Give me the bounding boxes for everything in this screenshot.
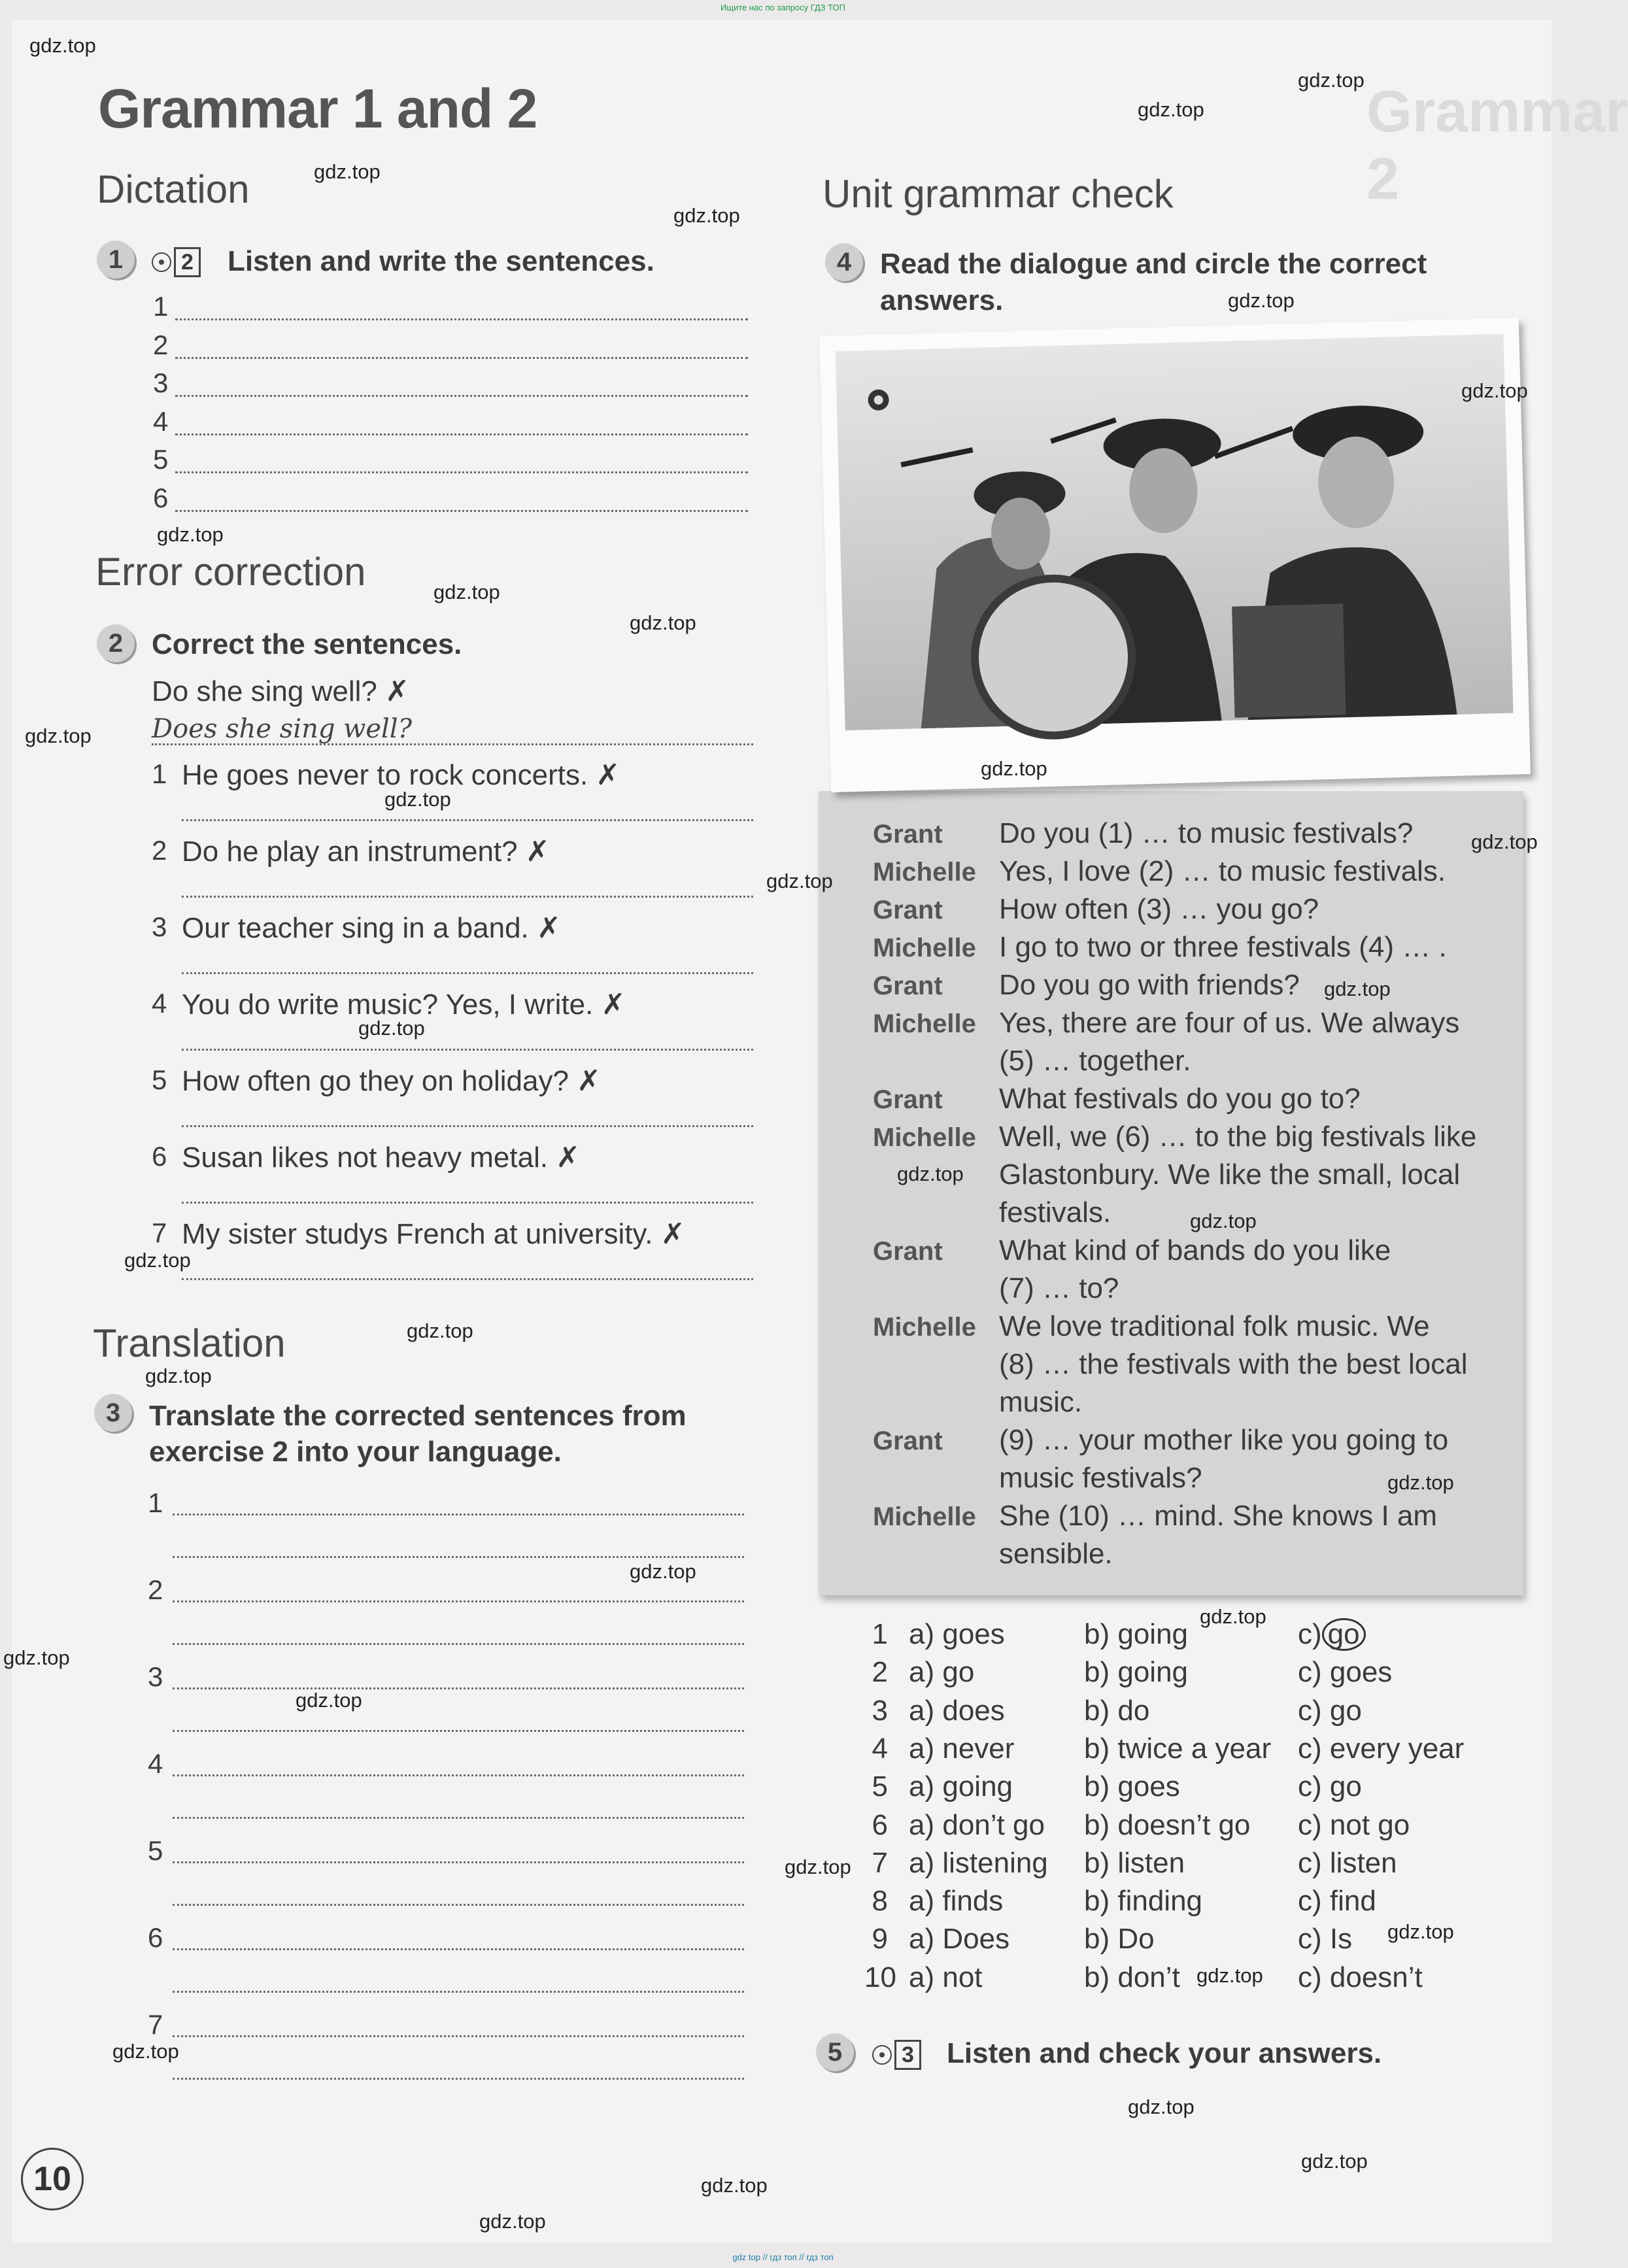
- exercise-3-instruction-line1: Translate the corrected sentences from: [149, 1400, 687, 1432]
- watermark-text: gdz.top: [1128, 2095, 1195, 2118]
- option-b: b) listen: [1084, 1846, 1185, 1879]
- watermark-text: gdz.top: [1138, 98, 1204, 121]
- watermark-text: gdz.top: [673, 204, 740, 227]
- dialogue-line: I go to two or three festivals (4) … .: [999, 931, 1447, 963]
- option-a: a) not: [909, 1961, 983, 1993]
- watermark-text: gdz.top: [296, 1689, 362, 1712]
- dialogue-line: She (10) … mind. She knows I am: [999, 1500, 1438, 1532]
- translation-line-number: 4: [148, 1748, 163, 1779]
- option-a: a) don’t go: [909, 1808, 1045, 1841]
- watermark-text: gdz.top: [1387, 1920, 1454, 1943]
- dictation-line-number: 2: [153, 329, 169, 360]
- dialogue-speaker: Grant: [873, 820, 943, 849]
- option-c-letter: c): [1298, 1808, 1330, 1841]
- dialogue-speaker: Grant: [873, 972, 943, 1000]
- dialogue-line: (9) … your mother like you going to: [999, 1424, 1449, 1456]
- option-number: 10: [864, 1961, 896, 1993]
- error-answer-line[interactable]: [182, 1125, 753, 1127]
- dictation-answer-line[interactable]: [175, 471, 748, 473]
- exercise-2-instruction: Correct the sentences.: [152, 628, 462, 660]
- dialogue-line: sensible.: [999, 1538, 1113, 1570]
- translation-heading: Translation: [93, 1321, 286, 1365]
- option-c-text: Is: [1329, 1923, 1353, 1955]
- option-number: 6: [872, 1808, 888, 1841]
- error-sentence: He goes never to rock concerts. ✗: [182, 759, 620, 791]
- option-a: a) never: [909, 1732, 1015, 1765]
- option-a: a) going: [909, 1770, 1013, 1803]
- option-c[interactable]: [1298, 1885, 1376, 1918]
- option-b: b) do: [1084, 1694, 1150, 1727]
- translation-answer-line[interactable]: [173, 1774, 744, 1776]
- example-answer-line: [152, 743, 753, 745]
- track-number: 2: [174, 247, 201, 277]
- option-a: a) go: [909, 1656, 975, 1689]
- translation-answer-line[interactable]: [173, 1514, 744, 1515]
- translation-answer-line-2[interactable]: [173, 2078, 744, 2080]
- watermark-text: gdz.top: [124, 1249, 191, 1272]
- dialogue-speaker: Grant: [873, 1427, 943, 1455]
- watermark-text: gdz.top: [1387, 1471, 1454, 1494]
- option-c-letter: c): [1298, 1618, 1322, 1650]
- option-b: b) don’t: [1084, 1961, 1180, 1993]
- translation-line-number: 1: [148, 1487, 163, 1518]
- error-sentence: How often go they on holiday? ✗: [182, 1065, 602, 1097]
- dictation-answer-line[interactable]: [175, 510, 748, 512]
- watermark-text: gdz.top: [1190, 1210, 1257, 1232]
- error-answer-line[interactable]: [182, 1049, 753, 1051]
- exercise-4-instruction-line2: answers.: [880, 284, 1004, 316]
- page-title: Grammar 1 and 2: [98, 78, 537, 139]
- watermark-text: gdz.top: [981, 757, 1047, 780]
- error-sentence: Do he play an instrument? ✗: [182, 836, 550, 868]
- dialogue-speaker: Grant: [873, 1085, 943, 1114]
- watermark-text: gdz.top: [112, 2040, 179, 2063]
- option-c-letter: c): [1298, 1656, 1330, 1689]
- translation-line-number: 2: [148, 1574, 163, 1605]
- watermark-text: gdz.top: [1196, 1964, 1263, 1987]
- error-answer-line[interactable]: [182, 1278, 753, 1280]
- example-sentence: Do she sing well? ✗: [152, 675, 409, 707]
- watermark-text: gdz.top: [766, 870, 833, 892]
- watermark-text: gdz.top: [433, 581, 500, 603]
- watermark-text: gdz.top: [630, 611, 696, 634]
- watermark-text: gdz.top: [3, 1646, 70, 1669]
- option-c-text: goes: [1329, 1656, 1393, 1689]
- watermark-text: gdz.top: [157, 523, 224, 546]
- dictation-answer-line[interactable]: [175, 357, 748, 359]
- unit-grammar-check-heading: Unit grammar check: [822, 172, 1174, 216]
- dialogue-line: We love traditional folk music. We: [999, 1310, 1430, 1342]
- dialogue-speaker: Michelle: [873, 1123, 976, 1152]
- dialogue-line: festivals.: [999, 1196, 1111, 1228]
- dialogue-speaker: Grant: [873, 896, 943, 924]
- translation-answer-line[interactable]: [173, 1861, 744, 1863]
- exercise-4-instruction-line1: Read the dialogue and circle the correct: [880, 248, 1427, 280]
- watermark-text: gdz.top: [1461, 379, 1528, 402]
- dialogue-line: (8) … the festivals with the best local: [999, 1348, 1468, 1380]
- option-c[interactable]: [1298, 1770, 1362, 1803]
- dialogue-line: Do you (1) … to music festivals?: [999, 817, 1414, 849]
- exercise-1-badge: 1: [97, 241, 135, 279]
- option-c[interactable]: [1298, 1923, 1352, 1955]
- watermark-text: gdz.top: [358, 1017, 425, 1040]
- translation-answer-line[interactable]: [173, 2035, 744, 2037]
- option-b: b) goes: [1084, 1770, 1180, 1803]
- dictation-answer-line[interactable]: [175, 318, 748, 320]
- option-c-text: find: [1329, 1885, 1376, 1918]
- exercise-5-badge: 5: [816, 2033, 854, 2071]
- option-c-text: doesn’t: [1329, 1961, 1423, 1993]
- track-number: 3: [894, 2040, 921, 2070]
- watermark-text: gdz.top: [145, 1364, 212, 1387]
- watermark-text: gdz.top: [1471, 830, 1538, 853]
- watermark-text: gdz.top: [785, 1855, 851, 1878]
- option-c[interactable]: [1298, 1961, 1423, 1994]
- dictation-line-number: 5: [153, 444, 169, 475]
- option-a: a) listening: [909, 1846, 1048, 1879]
- dictation-line-number: 4: [153, 405, 169, 437]
- exercise-5-instruction: Listen and check your answers.: [947, 2037, 1382, 2069]
- option-c-text: go: [1329, 1770, 1362, 1803]
- option-c-text: listen: [1329, 1846, 1397, 1879]
- dialogue-line: Do you go with friends?: [999, 969, 1300, 1001]
- dictation-heading: Dictation: [97, 167, 250, 211]
- cd-icon: [152, 252, 171, 272]
- option-c-letter: c): [1298, 1732, 1330, 1765]
- error-item-number: 7: [152, 1217, 167, 1248]
- audio-track-icon-2[interactable]: [872, 2040, 921, 2070]
- page-number: 10: [21, 2148, 84, 2210]
- option-number: 7: [872, 1846, 888, 1879]
- option-c-letter: c): [1298, 1846, 1330, 1879]
- dictation-line-number: 3: [153, 367, 169, 398]
- option-b: b) going: [1084, 1618, 1189, 1650]
- dictation-answer-line[interactable]: [175, 395, 748, 397]
- option-a: a) Does: [909, 1923, 1010, 1955]
- dialogue-line: music.: [999, 1386, 1083, 1418]
- dialogue-line: (7) … to?: [999, 1272, 1119, 1304]
- dialogue-line: How often (3) … you go?: [999, 893, 1319, 925]
- watermark-text: gdz.top: [25, 724, 92, 747]
- top-banner[interactable]: Ищите нас по запросу ГДЗ ТОП: [721, 3, 845, 12]
- translation-answer-line-2[interactable]: [173, 1904, 744, 1906]
- translation-answer-line-2[interactable]: [173, 1556, 744, 1558]
- option-c-text: not go: [1329, 1808, 1410, 1841]
- error-answer-line[interactable]: [182, 1202, 753, 1204]
- watermark-text: gdz.top: [1324, 977, 1391, 1000]
- option-c[interactable]: [1298, 1618, 1366, 1651]
- watermark-text: gdz.top: [479, 2210, 546, 2233]
- ghost-title: Grammar 2: [1366, 79, 1628, 212]
- option-number: 5: [872, 1770, 888, 1803]
- option-c[interactable]: [1298, 1733, 1464, 1765]
- error-item-number: 6: [152, 1141, 167, 1172]
- option-c[interactable]: [1298, 1695, 1362, 1727]
- translation-answer-line-2[interactable]: [173, 1991, 744, 1993]
- dictation-line-number: 6: [153, 482, 169, 513]
- dialogue-speaker: Michelle: [873, 1009, 976, 1038]
- translation-line-number: 3: [148, 1661, 163, 1692]
- translation-answer-line-2[interactable]: [173, 1643, 744, 1645]
- translation-line-number: 5: [148, 1835, 163, 1866]
- option-b: b) twice a year: [1084, 1732, 1272, 1765]
- example-answer: Does she sing well?: [152, 714, 413, 744]
- photo-frame: [819, 318, 1531, 792]
- dialogue-line: What kind of bands do you like: [999, 1234, 1391, 1266]
- translation-answer-line[interactable]: [173, 1687, 744, 1689]
- option-a: a) goes: [909, 1618, 1005, 1650]
- cd-icon: [872, 2045, 892, 2065]
- error-answer-line[interactable]: [182, 896, 753, 898]
- dialogue-speaker: Grant: [873, 1237, 943, 1266]
- translation-answer-line-2[interactable]: [173, 1730, 744, 1732]
- audio-track-icon[interactable]: [152, 247, 201, 277]
- exercise-1-instruction: Listen and write the sentences.: [228, 245, 654, 277]
- dialogue-line: Yes, there are four of us. We always: [999, 1007, 1460, 1039]
- option-c-letter: c): [1298, 1885, 1330, 1918]
- option-c[interactable]: [1298, 1656, 1392, 1689]
- error-item-number: 4: [152, 988, 167, 1019]
- error-item-number: 5: [152, 1064, 167, 1095]
- watermark-text: gdz.top: [1200, 1605, 1266, 1628]
- option-c-letter: c): [1298, 1770, 1330, 1803]
- dictation-line-number: 1: [153, 291, 169, 322]
- option-number: 8: [872, 1885, 888, 1918]
- option-c-text: go: [1329, 1694, 1362, 1727]
- option-number: 9: [872, 1923, 888, 1955]
- dictation-answer-line[interactable]: [175, 433, 748, 435]
- watermark-text: gdz.top: [701, 2174, 768, 2197]
- watermark-text: gdz.top: [314, 160, 381, 183]
- error-item-number: 3: [152, 911, 167, 942]
- option-c-text: every year: [1329, 1732, 1465, 1765]
- option-c[interactable]: [1298, 1847, 1397, 1880]
- option-number: 4: [872, 1732, 888, 1765]
- error-item-number: 1: [152, 758, 167, 789]
- option-a: a) finds: [909, 1885, 1004, 1918]
- dialogue-line: (5) … together.: [999, 1045, 1191, 1077]
- dialogue-speaker: Michelle: [873, 934, 976, 962]
- watermark-text: gdz.top: [630, 1560, 696, 1583]
- option-b: b) going: [1084, 1656, 1189, 1689]
- bottom-banner[interactable]: gdz top // гдз топ // гдз топ: [732, 2252, 834, 2262]
- translation-answer-line[interactable]: [173, 1948, 744, 1950]
- watermark-text: gdz.top: [407, 1319, 473, 1342]
- option-number: 2: [872, 1656, 888, 1689]
- option-b: b) finding: [1084, 1885, 1203, 1918]
- option-c-letter: c): [1298, 1694, 1330, 1727]
- error-answer-line[interactable]: [182, 819, 753, 821]
- dialogue-line: Well, we (6) … to the big festivals like: [999, 1121, 1477, 1153]
- watermark-text: gdz.top: [1301, 2150, 1368, 2173]
- exercise-3-badge: 3: [94, 1394, 132, 1432]
- translation-answer-line-2[interactable]: [173, 1817, 744, 1819]
- circled-answer: go: [1322, 1618, 1366, 1651]
- error-item-number: 2: [152, 835, 167, 866]
- error-sentence: Our teacher sing in a band. ✗: [182, 912, 561, 944]
- option-a: a) does: [909, 1694, 1005, 1727]
- option-c[interactable]: [1298, 1809, 1410, 1842]
- error-sentence: You do write music? Yes, I write. ✗: [182, 989, 626, 1021]
- option-number: 1: [872, 1618, 888, 1650]
- exercise-3-instruction-line2: exercise 2 into your language.: [149, 1436, 562, 1468]
- folk-band-photo: [819, 318, 1531, 792]
- dialogue-speaker: Michelle: [873, 1313, 976, 1342]
- option-b: b) Do: [1084, 1923, 1155, 1955]
- dialogue-speaker: Michelle: [873, 858, 976, 887]
- option-c-letter: c): [1298, 1961, 1330, 1993]
- translation-line-number: 7: [148, 2009, 163, 2040]
- watermark-text: gdz.top: [1298, 69, 1365, 92]
- dialogue-line: What festivals do you go to?: [999, 1083, 1361, 1115]
- dialogue-speaker: Michelle: [873, 1502, 976, 1531]
- translation-answer-line[interactable]: [173, 1600, 744, 1602]
- option-number: 3: [872, 1694, 888, 1727]
- error-sentence: My sister studys French at university. ✗: [182, 1218, 685, 1250]
- error-answer-line[interactable]: [182, 972, 753, 974]
- exercise-2-badge: 2: [97, 624, 135, 662]
- dialogue-line: Glastonbury. We like the small, local: [999, 1159, 1461, 1191]
- error-correction-heading: Error correction: [95, 550, 366, 594]
- watermark-text: gdz.top: [897, 1162, 964, 1185]
- dialogue-line: music festivals?: [999, 1462, 1202, 1494]
- error-sentence: Susan likes not heavy metal. ✗: [182, 1142, 581, 1174]
- translation-line-number: 6: [148, 1922, 163, 1953]
- option-b: b) doesn’t go: [1084, 1808, 1251, 1841]
- watermark-text: gdz.top: [384, 788, 451, 811]
- exercise-4-badge: 4: [825, 243, 863, 281]
- dialogue-line: Yes, I love (2) … to music festivals.: [999, 855, 1446, 887]
- watermark-text: gdz.top: [29, 34, 96, 57]
- watermark-text: gdz.top: [1228, 289, 1295, 312]
- option-c-letter: c): [1298, 1923, 1330, 1955]
